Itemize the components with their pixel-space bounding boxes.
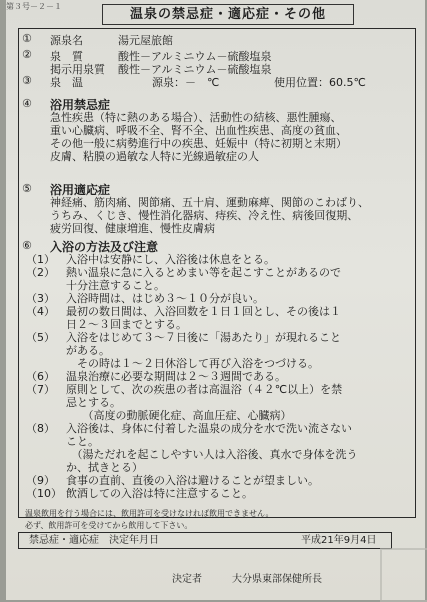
quality-number: ② [22,48,32,61]
indications-line: うちみ、くじき、慢性消化器病、痔疾、冷え性、病後回復期、 [50,209,359,222]
indications-number: ⑤ [22,182,32,195]
drinking-note: 温泉飲用を行う場合には、飲用許可を受けなければ飲用できません。 [25,509,274,518]
contra-line: その他一般に病勢進行中の疾患、妊娠中（特に初期と末期） [50,137,347,150]
bathing-item: （湯ただれを起こしやすい人は入浴後、真水で身体を洗う [66,448,358,461]
contra-heading: 浴用禁忌症 [50,98,111,112]
bathing-item: その時は１～２日休浴して再び入浴をつづける。 [66,357,319,370]
temperature-source: 源泉：－ ℃ [152,76,220,89]
quality-label: 泉 質 [50,50,83,63]
indications-line: 神経痛、筋肉痛、関節痛、五十肩、運動麻痺、関節のこわばり、 [50,196,369,209]
indications-line: 疲労回復、健康増進、慢性皮膚病 [50,222,215,235]
document-number: 第３号－２－１ [6,2,62,11]
bathing-item: 忌とする。 [66,396,121,409]
contra-line: 重い心臓病、呼吸不全、腎不全、出血性疾患、高度の貧血、 [50,124,347,137]
indications-heading: 浴用適応症 [50,183,111,197]
bathing-items [26,253,358,500]
temperature-number: ③ [22,74,32,87]
bathing-item: 十分注意すること。 [66,279,165,292]
bathing-heading: 入浴の方法及び注意 [50,240,159,254]
bathing-item: （1） 入浴中は安静にし、入浴後は休息をとる。 [26,253,275,266]
bathing-item: 日２～３回までとする。 [66,318,187,331]
source-number: ① [22,32,32,45]
contra-number: ④ [22,97,32,110]
bathing-item: こと。 [66,435,99,448]
bathing-item: （3） 入浴時間は、はじめ３～１０分が良い。 [26,292,264,305]
contra-line: 皮膚、粘膜の過敏な人特に光線過敏症の人 [50,150,259,163]
page-title: 温泉の禁忌症・適応症・その他 [102,4,354,25]
decider-value: 大分県東部保健所長 [232,574,322,585]
notice-paper [6,0,425,600]
temperature-label: 泉 温 [50,76,83,89]
source-label: 源泉名 [50,34,83,47]
bathing-item: （9） 食事の直前、直後の入浴は避けることが望ましい。 [26,474,319,487]
contra-line: 急性疾患（特に熱のある場合）、活動性の結核、悪性腫瘍、 [50,111,342,124]
bathing-item: （4） 最初の数日間は、入浴回数を１日１回とし、その後は１ [26,305,341,318]
decision-date-value: 平成21年9月4日 [301,535,377,546]
bathing-item: か、拭きとる） [66,461,143,474]
bathing-item: （7） 原則として、次の疾患の者は高温浴（４２℃以上）を禁 [26,383,343,396]
display-quality-label: 掲示用泉質 [50,63,105,76]
official-stamp [380,548,427,602]
bathing-number: ⑥ [22,239,32,252]
bathing-item: （8） 入浴後は、身体に付着した温泉の成分を水で洗い流さない [26,422,352,435]
temperature-use: 使用位置：60.5℃ [274,76,366,89]
decider-label: 決定者 [172,574,202,585]
indications-text [50,196,369,235]
source-value: 湯元屋旅館 [118,34,173,47]
bathing-item: （5） 入浴をはじめて３～７日後に「湯あたり」が現れること [26,331,341,344]
bathing-item: （2） 熱い温泉に急に入るとめまい等を起こすことがあるので [26,266,341,279]
drinking-note-2: 必ず、飲用許可を受けてから飲用して下さい。 [25,521,193,530]
bathing-item: （6） 温泉治療に必要な期間は２～３週間である。 [26,370,286,383]
quality-value: 酸性－アルミニウム－硫酸塩泉 [118,50,272,63]
display-quality-value: 酸性－アルミニウム－硫酸塩泉 [118,63,272,76]
contra-text [50,111,347,163]
decision-date-box [18,532,392,549]
decision-date-label: 禁忌症・適応症 決定年月日 [29,535,159,546]
bathing-item: がある。 [66,344,110,357]
bathing-item: （高度の動脈硬化症、高血圧症、心臓病） [66,409,292,422]
bathing-item: （10） 飲酒しての入浴は特に注意すること。 [26,487,253,500]
